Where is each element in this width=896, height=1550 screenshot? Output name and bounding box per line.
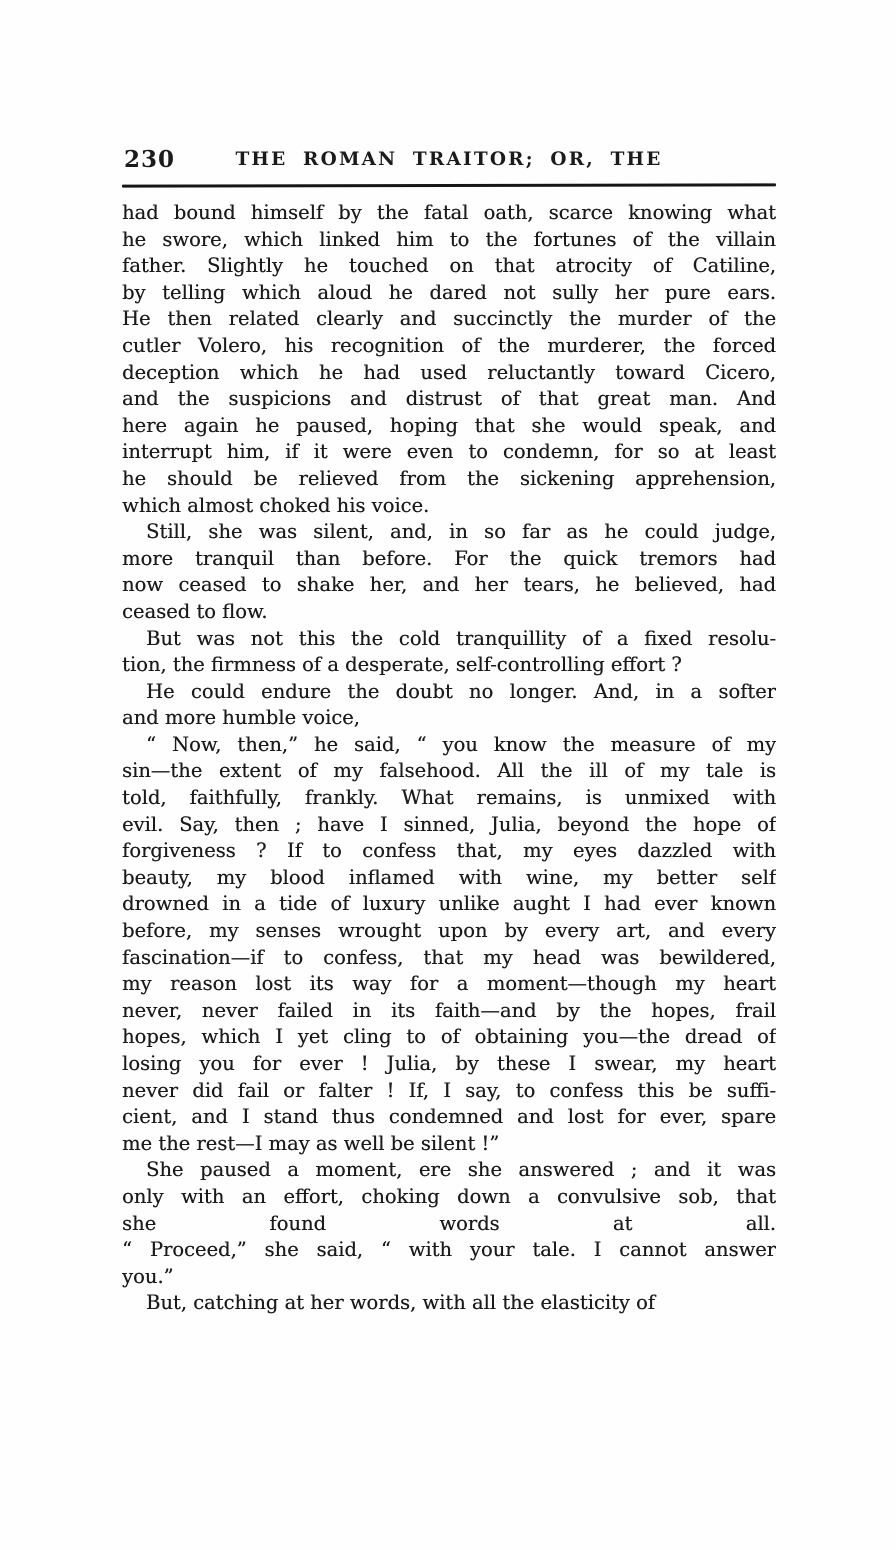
text-line: “ Now, then,” he said, “ you know the measure of my xyxy=(146,732,776,756)
paragraph xyxy=(122,626,776,679)
text-line: here again he paused, hoping that she would speak, and xyxy=(122,413,776,437)
text-line: “ Proceed,” she said, “ with your tale. I cannot answer xyxy=(122,1238,776,1262)
text-line: deception which he had used reluctantly toward Cicero, xyxy=(122,360,776,384)
page-number: 230 xyxy=(124,146,176,173)
text-line: forgiveness ? If to confess that, my eyes dazzled with xyxy=(122,839,776,863)
text-line: He could endure the doubt no longer. And, in a softer xyxy=(146,679,776,703)
paragraph xyxy=(122,200,776,519)
text-line: He then related clearly and succinctly the murder of the xyxy=(122,307,776,331)
text-line: cutler Volero, his recognition of the murderer, the forced xyxy=(122,333,776,357)
paragraph xyxy=(122,1290,776,1317)
text-line: hopes, which I yet cling to of obtaining you—the dread of xyxy=(122,1025,776,1049)
text-line: drowned in a tide of luxury unlike aught I had ever known xyxy=(122,892,776,916)
text-line: me the rest—I may as well be silent !” xyxy=(122,1131,500,1155)
text-line: father. Slightly he touched on that atrocity of Catiline, xyxy=(122,254,776,278)
text-line: told, faithfully, frankly. What remains, is unmixed with xyxy=(122,786,776,810)
text-line: by telling which aloud he dared not sully her pure ears. xyxy=(122,280,776,304)
text-line: sin—the extent of my falsehood. All the ill of my tale is xyxy=(122,759,776,783)
text-line: She paused a moment, ere she answered ; and it was xyxy=(146,1158,776,1182)
text-line: beauty, my blood inflamed with wine, my better self xyxy=(122,865,776,889)
page-header xyxy=(122,146,776,180)
text-line: you.” xyxy=(122,1264,174,1288)
running-title: THE ROMAN TRAITOR; OR, THE xyxy=(235,149,663,170)
text-line: never, never failed in its faith—and by the hopes, frail xyxy=(122,998,776,1022)
text-line: cient, and I stand thus condemned and lost for ever, spare xyxy=(122,1105,776,1129)
text-line: he should be relieved from the sickening apprehension, xyxy=(122,466,776,490)
paragraph xyxy=(122,519,776,625)
text-line: never did fail or falter ! If, I say, to confess this be suffi- xyxy=(122,1078,776,1102)
text-line: losing you for ever ! Julia, by these I swear, my heart xyxy=(122,1052,776,1075)
text-line: now ceased to shake her, and her tears, he believed, had xyxy=(122,573,776,597)
paragraph xyxy=(122,1157,776,1290)
header-rule xyxy=(122,183,776,187)
text-line: and more humble voice, xyxy=(122,706,360,730)
text-line: more tranquil than before. For the quick tremors had xyxy=(122,546,776,570)
text-line: But was not this the cold tranquillity of a fixed resolu- xyxy=(146,626,776,650)
text-body xyxy=(122,200,776,1317)
paragraph xyxy=(122,732,776,1158)
paragraph xyxy=(122,679,776,732)
text-line: ceased to flow. xyxy=(122,599,268,623)
text-line: which almost choked his voice. xyxy=(122,493,430,517)
text-line: and the suspicions and distrust of that great man. And xyxy=(122,387,776,411)
page-content xyxy=(122,146,776,1317)
text-line: he swore, which linked him to the fortunes of the villain xyxy=(122,227,776,251)
text-line: tion, the firmness of a desperate, self-controlling effort ? xyxy=(122,653,682,677)
text-line: interrupt him, if it were even to condemn, for so at least xyxy=(122,440,776,464)
text-line: had bound himself by the fatal oath, scarce knowing what xyxy=(122,201,776,224)
text-line: my reason lost its way for a moment—though my heart xyxy=(122,972,776,996)
text-line: fascination—if to confess, that my head was bewildered, xyxy=(122,945,776,969)
text-line: only with an effort, choking down a convulsive sob, that xyxy=(122,1184,776,1208)
text-line: Still, she was silent, and, in so far as he could judge, xyxy=(146,520,776,544)
text-line: she found words at all. xyxy=(122,1211,776,1235)
text-line: But, catching at her words, with all the elasticity of xyxy=(146,1291,655,1315)
text-line: evil. Say, then ; have I sinned, Julia, beyond the hope of xyxy=(122,812,776,836)
text-line: before, my senses wrought upon by every art, and every xyxy=(122,919,776,943)
